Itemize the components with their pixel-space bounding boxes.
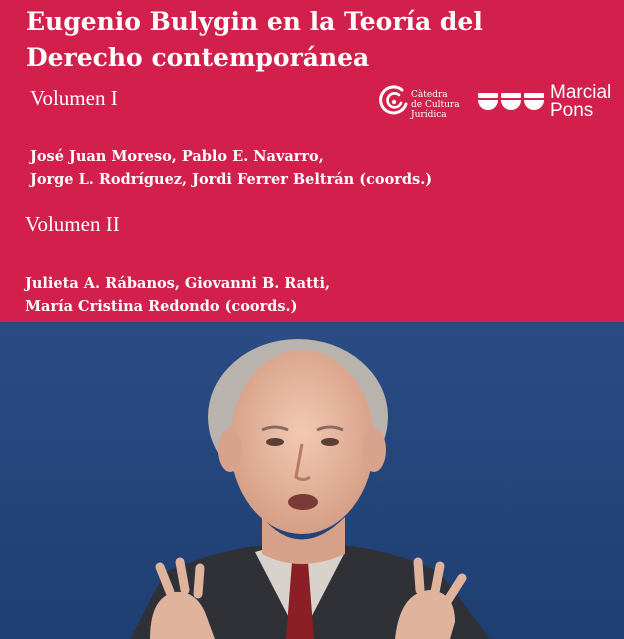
book-title <box>26 4 483 76</box>
marcial-pons-text <box>550 84 611 120</box>
volume-2-authors <box>25 272 330 318</box>
catedra-line-2: de Cultura <box>411 100 460 110</box>
authors-1-line-2: Jorge L. Rodríguez, Jordi Ferrer Beltrán (coords.) <box>30 171 433 188</box>
portrait-photo <box>0 322 624 639</box>
authors-2-line-1: Julieta A. Rábanos, Giovanni B. Ratti, <box>25 275 331 292</box>
authors-2-line-2: María Cristina Redondo (coords.) <box>25 298 298 315</box>
volume-1-label: Volumen I <box>30 86 118 110</box>
pons-text: Pons <box>550 100 594 121</box>
catedra-text <box>411 90 460 120</box>
volume-1-authors <box>30 145 432 191</box>
catedra-line-1: Càtedra <box>411 90 448 100</box>
catedra-line-3: Jurídica <box>411 110 447 120</box>
marcial-pons-logo <box>476 84 621 124</box>
portrait-illustration <box>0 322 624 639</box>
title-line-2: Derecho contemporánea <box>26 43 370 72</box>
catedra-spiral-icon <box>378 80 412 124</box>
marcial-pons-emblem-icon <box>476 88 548 112</box>
volume-2-label: Volumen II <box>25 212 120 236</box>
marcial-text: Marcial <box>550 82 612 103</box>
title-line-1: Eugenio Bulygin en la Teoría del <box>26 7 483 36</box>
catedra-logo <box>378 80 468 128</box>
authors-1-line-1: José Juan Moreso, Pablo E. Navarro, <box>30 148 324 165</box>
